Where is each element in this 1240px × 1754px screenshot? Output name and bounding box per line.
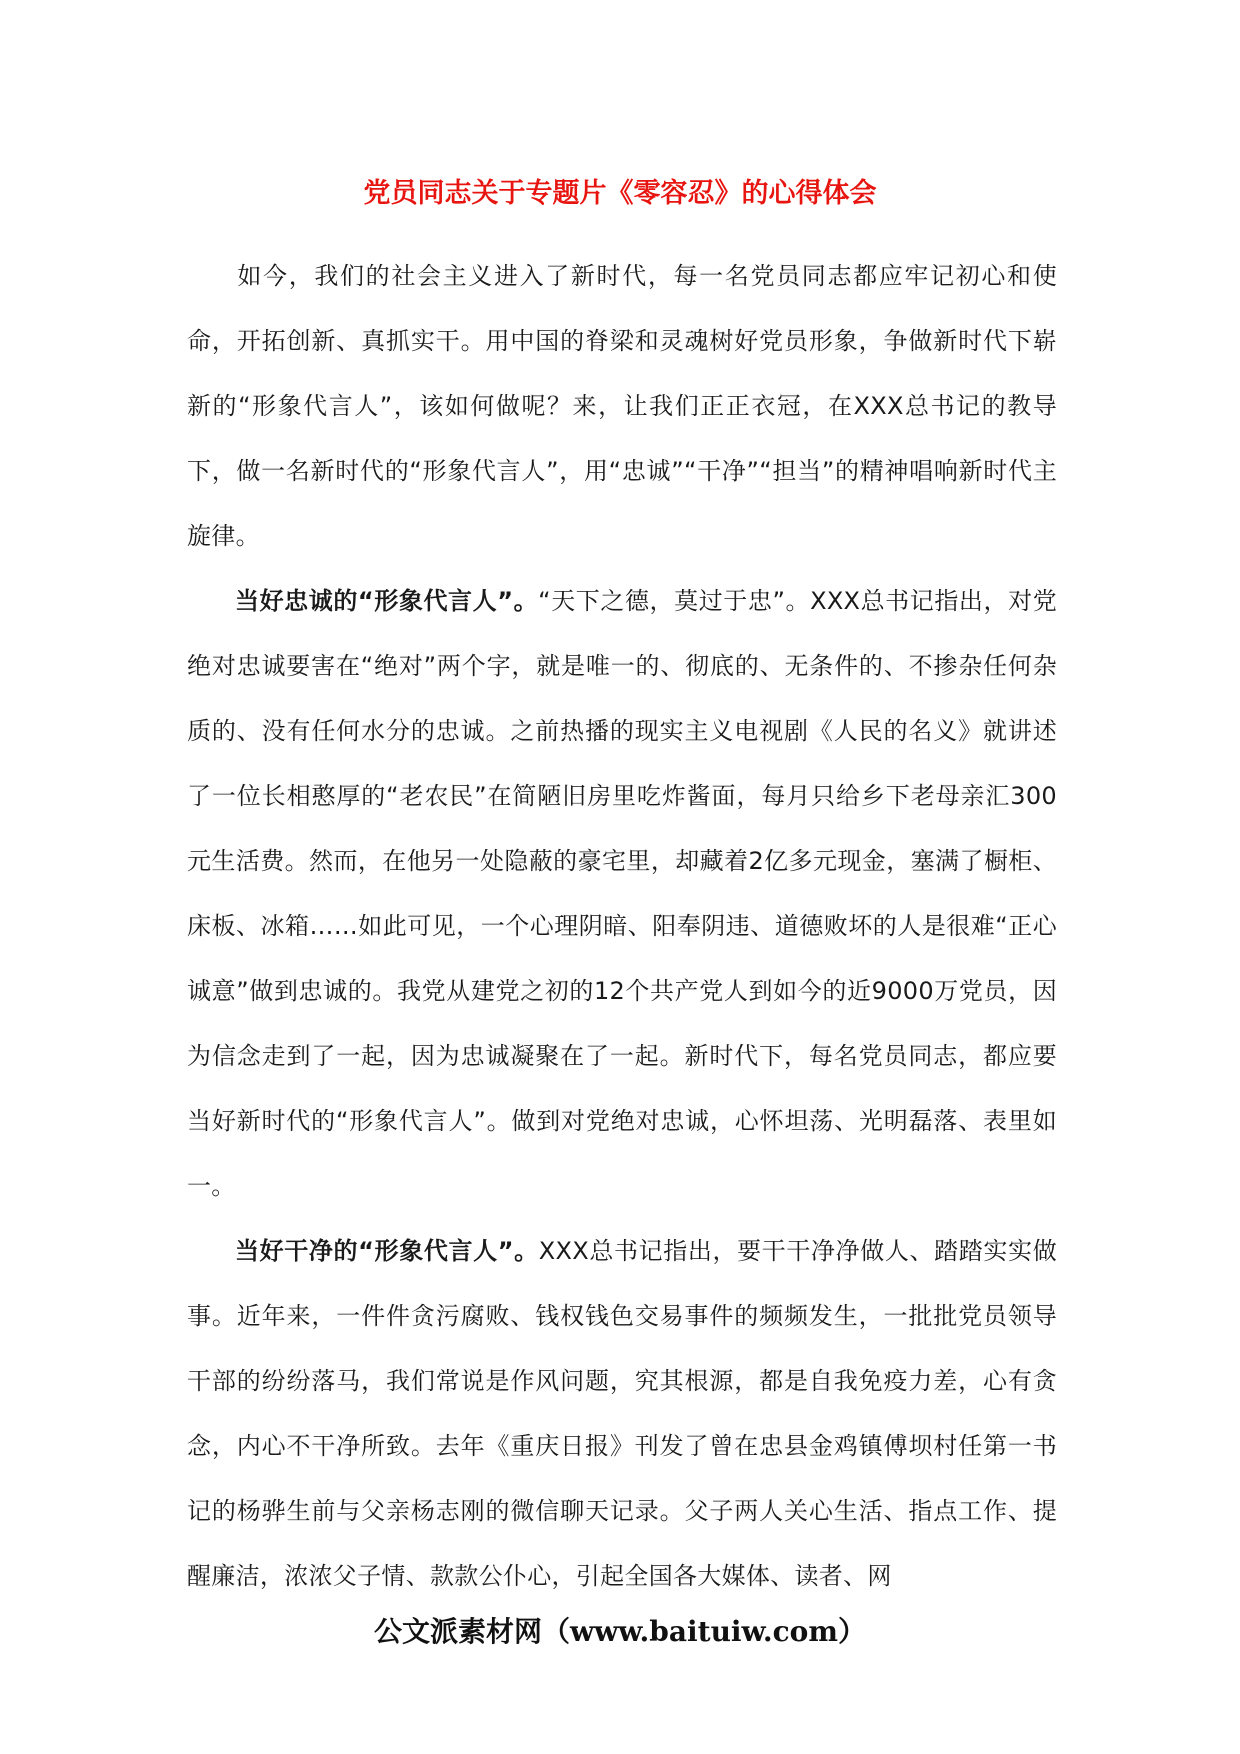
paragraph-text: XXX总书记指出，要干干净净做人、踏踏实实做事。近年来，一件件贪污腐败、钱权钱色交易事件的频频发生，一批批党员领导干部的纷纷落马，我们常说是作风问题，究其根源，都是自我免疫力差，心有贪念，内心不干净所致。去年《重庆日报》刊发了曾在忠县金鸡镇傅坝村任第一书记的杨骅生前与父亲杨志刚的微信聊天记录。父子两人关心生活、指点工作、提醒廉洁，浓浓父子情、款款公仆心，引起全国各大媒体、读者、网: [187, 1237, 1057, 1590]
paragraph-intro: [187, 244, 1057, 569]
paragraph-text: “天下之德，莫过于忠”。XXX总书记指出，对党绝对忠诚要害在“绝对”两个字，就是唯一的、彻底的、无条件的、不掺杂任何杂质的、没有任何水分的忠诚。之前热播的现实主义电视剧《人民的名义》就讲述了一位长相憨厚的“老农民”在简陋旧房里吃炸酱面，每月只给乡下老母亲汇300元生活费。然而，在他另一处隐蔽的豪宅里，却藏着2亿多元现金，塞满了橱柜、床板、冰箱……如此可见，一个心理阴暗、阳奉阴违、道德败坏的人是很难“正心诚意”做到忠诚的。我党从建党之初的12个共产党人到如今的近9000万党员，因为信念走到了一起，因为忠诚凝聚在了一起。新时代下，每名党员同志，都应要当好新时代的“形象代言人”。做到对党绝对忠诚，心怀坦荡、光明磊落、表里如一。: [187, 587, 1057, 1200]
paragraph-integrity: [187, 1219, 1057, 1609]
document-title: 党员同志关于专题片《零容忍》的心得体会: [363, 178, 877, 209]
paragraph-text: 如今，我们的社会主义进入了新时代，每一名党员同志都应牢记初心和使命，开拓创新、真抓实干。用中国的脊梁和灵魂树好党员形象，争做新时代下崭新的“形象代言人”，该如何做呢？来，让我们正正衣冠，在XXX总书记的教导下，做一名新时代的“形象代言人”，用“忠诚”“干净”“担当”的精神唱响新时代主旋律。: [187, 262, 1057, 550]
footer-watermark: 公文派素材网（www.baituiw.com）: [374, 1615, 866, 1648]
document-body: [187, 244, 1057, 1609]
paragraph-loyalty: [187, 569, 1057, 1219]
paragraph-lead-heading: 当好忠诚的“形象代言人”。: [235, 587, 539, 615]
paragraph-lead-heading: 当好干净的“形象代言人”。: [235, 1237, 539, 1265]
